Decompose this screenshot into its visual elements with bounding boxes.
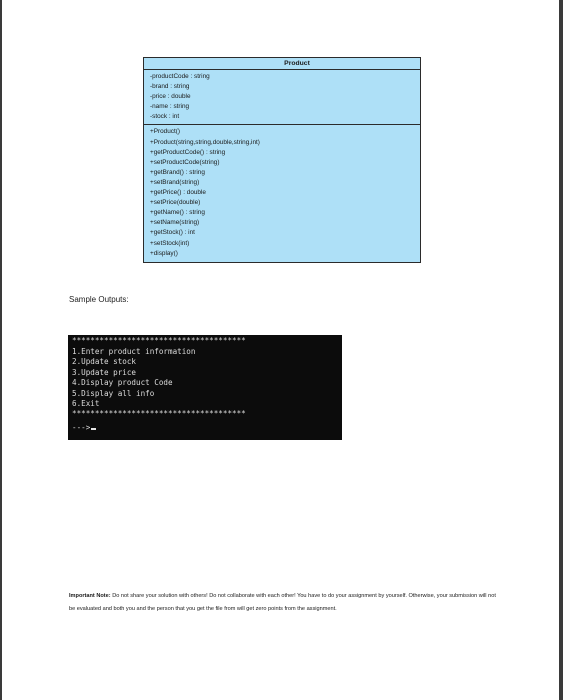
console-border-bottom: ************************************** [72, 409, 246, 418]
uml-class-diagram [143, 57, 421, 263]
uml-method: +setName(string) [150, 219, 200, 227]
uml-attribute: -name : string [150, 103, 190, 111]
console-border-top: ************************************** [72, 336, 246, 345]
uml-method: +getStock() : int [150, 229, 195, 237]
uml-attribute: -stock : int [150, 113, 180, 121]
uml-attributes [144, 70, 420, 125]
uml-method: +getName() : string [150, 209, 205, 217]
uml-method: +Product(string,string,double,string,int) [150, 138, 260, 146]
uml-methods [144, 125, 420, 261]
uml-method: +display() [150, 249, 178, 257]
uml-method: +setStock(int) [150, 239, 190, 247]
uml-attribute: -productCode : string [150, 73, 210, 80]
uml-method: +getPrice() : double [150, 189, 206, 197]
uml-attribute: -brand : string [150, 83, 190, 91]
console-menu-item: 5.Display all info [72, 388, 155, 398]
important-note [69, 590, 499, 615]
uml-method: +getProductCode() : string [150, 148, 226, 156]
uml-method: +getBrand() : string [150, 168, 205, 176]
important-note-text: Do not share your solution with others! Do not collaborate with each other! You have to do your assignment by yourself. Otherwise, your submission will not be evaluated and both you and the person that you get the file from will get zero points from the assignment. [69, 593, 496, 612]
console-prompt: ---> [72, 423, 91, 432]
console-menu-item: 4.Display product Code [72, 378, 173, 387]
console-prompt-line [72, 423, 96, 433]
console-menu-item: 6.Exit [72, 399, 100, 408]
cursor-icon [91, 428, 96, 430]
console-menu-item: 3.Update price [72, 367, 137, 377]
important-note-label: Important Note: [69, 593, 111, 599]
uml-method: +setPrice(double) [150, 199, 201, 207]
console-menu-item: 1.Enter product information [72, 347, 196, 356]
console-menu-item: 2.Update stock [72, 357, 137, 366]
uml-method: +Product() [150, 128, 181, 136]
uml-method: +setProductCode(string) [150, 158, 220, 166]
document-page [2, 0, 559, 700]
sample-outputs-heading: Sample Outputs: [69, 295, 129, 304]
uml-attribute: -price : double [150, 93, 191, 101]
uml-method: +setBrand(string) [150, 178, 200, 186]
console-output-screenshot [68, 335, 342, 440]
uml-class-name: Product [144, 58, 420, 70]
